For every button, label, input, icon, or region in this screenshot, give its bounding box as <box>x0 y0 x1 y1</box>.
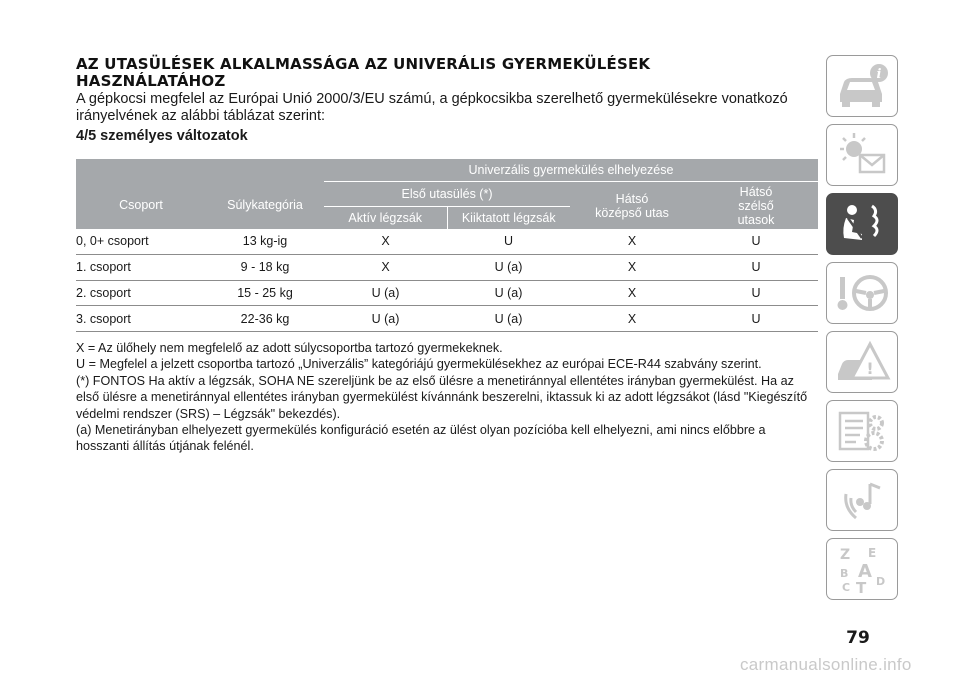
cell-rear-side: U <box>694 254 818 280</box>
table-row <box>76 229 818 254</box>
cell-group: 0, 0+ csoport <box>76 229 206 254</box>
col-header-airbag-off: Kiiktatott légzsák <box>447 207 570 230</box>
col-header-weight: Súlykategória <box>206 182 324 230</box>
cell-airbag-active: U (a) <box>324 280 447 306</box>
steering-wheel-icon <box>832 267 892 319</box>
page-number: 79 <box>846 628 870 648</box>
table-row <box>76 280 818 306</box>
svg-text:D: D <box>876 575 886 588</box>
tab-warning-lights[interactable] <box>826 124 898 186</box>
tab-seat-safety[interactable] <box>826 193 898 255</box>
cell-airbag-active: X <box>324 229 447 254</box>
cell-rear-side: U <box>694 229 818 254</box>
tab-multimedia[interactable] <box>826 469 898 531</box>
seat-safety-icon <box>832 198 892 250</box>
col-header-front-seat: Első utasülés (*) <box>324 182 570 207</box>
cell-weight: 22-36 kg <box>206 306 324 332</box>
table-notes <box>76 340 818 455</box>
tab-car-info[interactable] <box>826 55 898 117</box>
table-row <box>76 254 818 280</box>
cell-weight: 9 - 18 kg <box>206 254 324 280</box>
tab-maintenance[interactable] <box>826 400 898 462</box>
svg-text:i: i <box>876 67 882 82</box>
cell-airbag-off: U <box>447 229 570 254</box>
cell-weight: 13 kg-ig <box>206 229 324 254</box>
cell-rear-middle: X <box>570 280 694 306</box>
cell-rear-middle: X <box>570 229 694 254</box>
maintenance-icon <box>832 405 892 457</box>
warning-lights-icon <box>832 129 892 181</box>
heading-line-2: HASZNÁLATÁHOZ <box>76 72 226 90</box>
car-info-icon <box>832 60 892 112</box>
cell-weight: 15 - 25 kg <box>206 280 324 306</box>
cell-airbag-off: U (a) <box>447 280 570 306</box>
section-heading <box>76 56 818 90</box>
col-header-airbag-active: Aktív légzsák <box>324 207 447 230</box>
svg-text:B: B <box>840 567 849 580</box>
col-header-rear-side: Hátsó szélső utasok <box>694 182 818 230</box>
cell-group: 2. csoport <box>76 280 206 306</box>
cell-airbag-active: X <box>324 254 447 280</box>
note-a: (a) Menetirányban elhelyezett gyermekülés konfiguráció esetén az ülést olyan pozícióba kell elhelyezni, ami nincs előbbre a hosszanti állítás útjának felénél. <box>76 423 766 454</box>
table-top-header: Univerzális gyermekülés elhelyezése <box>324 159 818 182</box>
tab-emergency[interactable] <box>826 331 898 393</box>
cell-rear-middle: X <box>570 306 694 332</box>
svg-text:Z: Z <box>840 547 851 563</box>
cell-group: 1. csoport <box>76 254 206 280</box>
child-seat-table <box>76 159 818 332</box>
svg-text:!: ! <box>866 359 874 378</box>
cell-rear-middle: X <box>570 254 694 280</box>
cell-airbag-off: U (a) <box>447 254 570 280</box>
heading-line-1: AZ UTASÜLÉSEK ALKALMASSÁGA AZ UNIVERÁLIS GYERMEKÜLÉSEK <box>76 55 651 73</box>
note-x: X = Az ülőhely nem megfelelő az adott súlycsoportba tartozó gyermekeknek. <box>76 341 503 355</box>
svg-text:E: E <box>868 546 877 560</box>
table-row <box>76 306 818 332</box>
emergency-icon <box>832 336 892 388</box>
cell-airbag-off: U (a) <box>447 306 570 332</box>
chapter-sidebar <box>826 55 900 607</box>
cell-rear-side: U <box>694 306 818 332</box>
col-header-group: Csoport <box>76 182 206 230</box>
page-content <box>76 56 818 145</box>
index-icon <box>832 543 892 595</box>
tab-steering-wheel[interactable] <box>826 262 898 324</box>
svg-text:T: T <box>856 579 867 595</box>
intro-paragraph: A gépkocsi megfelel az Európai Unió 2000/3/EU számú, a gépkocsikba szerelhető gyermekülésekre vonatkozó irányelvének az alábbi táblázat szerint: <box>76 91 788 124</box>
note-important: (*) FONTOS Ha aktív a légzsák, SOHA NE szereljünk be az első ülésre a menetiránnyal ellentétes irányban gyermekülést. Ha az első ülésre a menetiránnyal ellentétes irányban gyermekülést kívánnánk beszerelni, iktassuk ki az adott légzsákot (lásd "Kiegészítő védelmi rendszer (SRS) – Légzsák" bekezdés). <box>76 373 808 421</box>
svg-text:A: A <box>858 561 872 582</box>
cell-airbag-active: U (a) <box>324 306 447 332</box>
cell-group: 3. csoport <box>76 306 206 332</box>
svg-text:C: C <box>842 581 851 594</box>
tab-index[interactable] <box>826 538 898 600</box>
cell-rear-side: U <box>694 280 818 306</box>
watermark: carmanualsonline.info <box>740 655 912 674</box>
subheading: 4/5 személyes változatok <box>76 128 248 144</box>
multimedia-icon <box>832 474 892 526</box>
col-header-rear-middle: Hátsó középső utas <box>570 182 694 230</box>
note-u: U = Megfelel a jelzett csoportba tartozó „Univerzális” kategóriájú gyermekülésekhez az európai ECE-R44 szabvány szerint. <box>76 357 762 372</box>
